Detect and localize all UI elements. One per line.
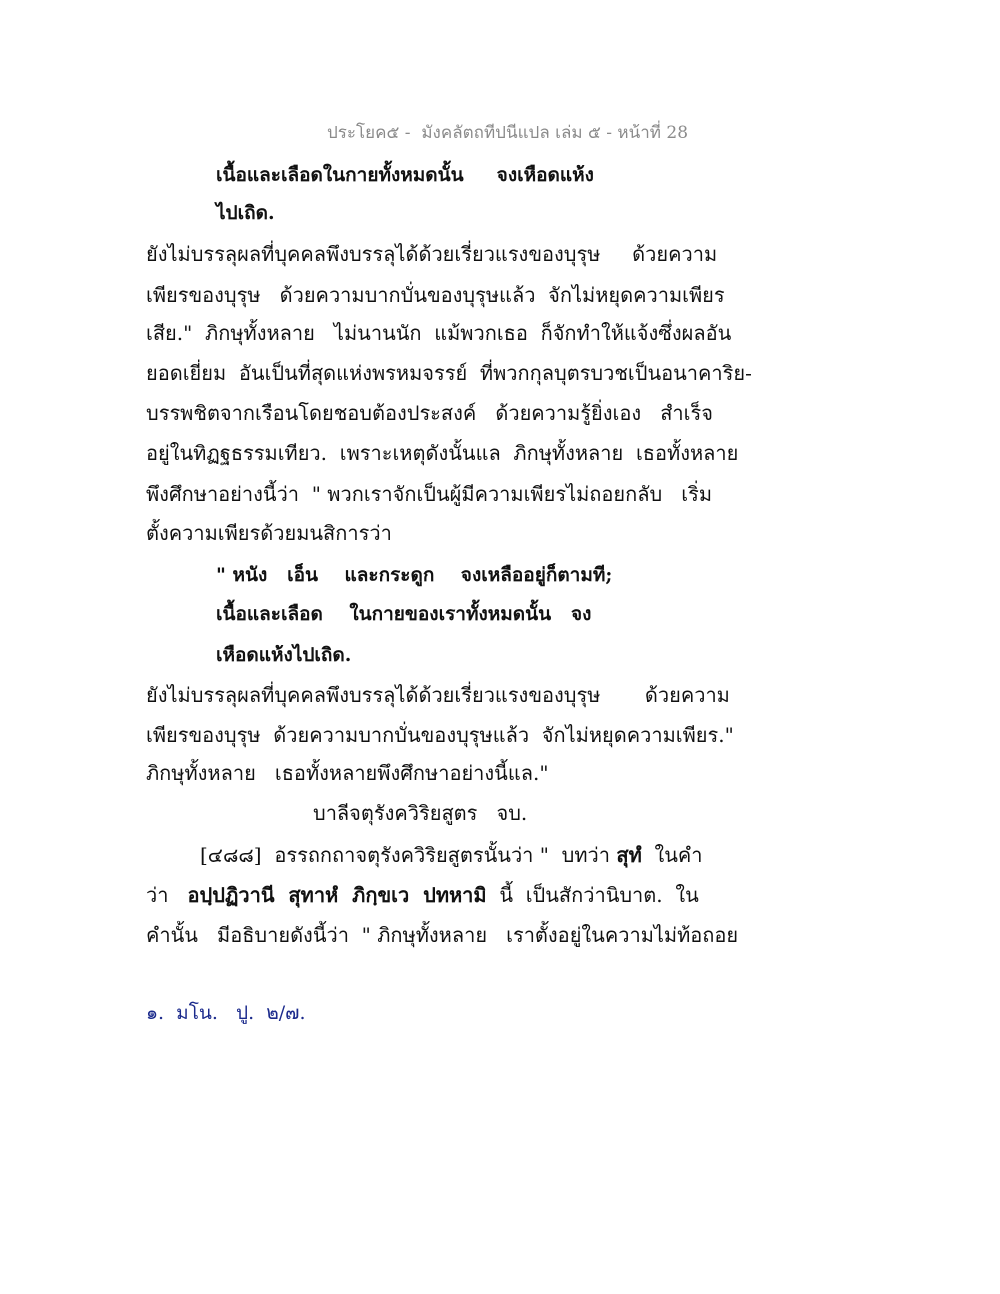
footnote: ๑. มโน. ปู. ๒/๗. [146, 1002, 306, 1024]
body-line: บรรพชิตจากเรือนโดยชอบต้องประสงค์ ด้วยความรู้ยิ่งเอง สำเร็จ [146, 401, 713, 425]
commentary-line [146, 882, 699, 908]
body-line: ยอดเยี่ยม อันเป็นที่สุดแห่งพรหมจรรย์ ที่พวกกุลบุตรบวชเป็นอนาคาริย- [146, 361, 752, 385]
verse-line: เนื้อและเลือด ในกายของเราทั้งหมดนั้น จง [216, 603, 592, 625]
body-line: เพียรของบุรุษ ด้วยความบากบั่นของบุรุษแล้ว จักไม่หยุดความเพียร [146, 283, 725, 307]
commentary-line: คำนั้น มีอธิบายดังนี้ว่า " ภิกษุทั้งหลาย เราตั้งอยู่ในความไม่ท้อถอย [146, 923, 739, 947]
body-line: เสีย." ภิกษุทั้งหลาย ไม่นานนัก แม้พวกเธอ ก็จักทำให้แจ้งซึ่งผลอัน [146, 321, 732, 345]
commentary-text: [๔๘๘] อรรถกถาจตุรังควิริยสูตรนั้นว่า " บทว่า [200, 843, 617, 867]
body-line: อยู่ในทิฏฐธรรมเทียว. เพราะเหตุดังนั้นแล ภิกษุทั้งหลาย เธอทั้งหลาย [146, 441, 739, 465]
commentary-line [200, 842, 703, 868]
body-line: ภิกษุทั้งหลาย เธอทั้งหลายพึงศึกษาอย่างนี้แล." [146, 761, 549, 785]
commentary-text: ในคำ [641, 843, 703, 867]
pali-term: สุทํ [616, 843, 642, 867]
verse-line: เนื้อและเลือดในกายทั้งหมดนั้น จงเหือดแห้ง [216, 164, 594, 186]
pali-term: อปฺปฏิวานี สุทาหํ ภิกฺขเว ปทหามิ [187, 883, 487, 907]
body-line: พึงศึกษาอย่างนี้ว่า " พวกเราจักเป็นผู้มีความเพียรไม่ถอยกลับ เริ่ม [146, 482, 713, 506]
commentary-text: ว่า [146, 883, 188, 907]
sutta-end-line: บาลีจตุรังควิริยสูตร จบ. [313, 801, 528, 825]
commentary-text: นี้ เป็นสักว่านิบาต. ใน [486, 883, 699, 907]
body-line: ยังไม่บรรลุผลที่บุคคลพึงบรรลุได้ด้วยเรี่ยวแรงของบุรุษ ด้วยความ [146, 242, 718, 266]
page-header: ประโยค๕ - มังคลัตถทีปนีแปล เล่ม ๕ - หน้าที่ 28 [327, 123, 689, 143]
verse-line: เหือดแห้งไปเถิด. [216, 644, 352, 666]
body-line: ยังไม่บรรลุผลที่บุคคลพึงบรรลุได้ด้วยเรี่ยวแรงของบุรุษ ด้วยความ [146, 683, 730, 707]
body-line: เพียรของบุรุษ ด้วยความบากบั่นของบุรุษแล้ว จักไม่หยุดความเพียร." [146, 723, 734, 747]
body-line: ตั้งความเพียรด้วยมนสิการว่า [146, 521, 392, 545]
verse-line: " หนัง เอ็น และกระดูก จงเหลืออยู่ก็ตามที; [216, 564, 613, 586]
verse-line: ไปเถิด. [216, 202, 275, 224]
